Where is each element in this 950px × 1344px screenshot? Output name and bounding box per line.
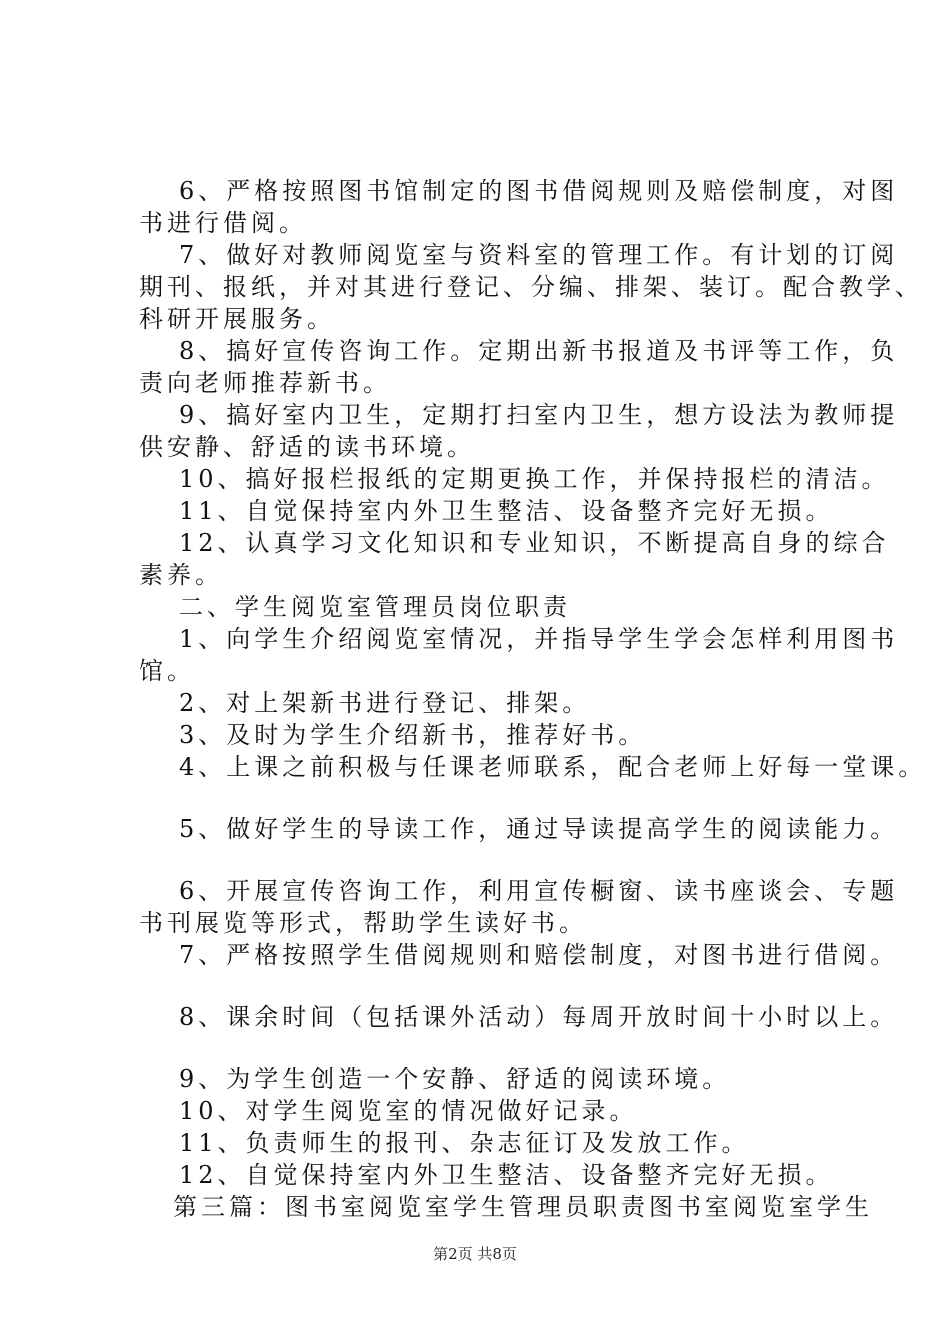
paragraph-line: 1、向学生介绍阅览室情况，并指导学生学会怎样利用图书 <box>179 625 899 653</box>
paragraph-line: 7、做好对教师阅览室与资料室的管理工作。有计划的订阅 <box>179 241 899 269</box>
paragraph-line: 期刊、报纸，并对其进行登记、分编、排架、装订。配合教学、 <box>139 273 923 301</box>
section-heading: 二、学生阅览室管理员岗位职责 <box>179 593 571 621</box>
document-body <box>139 175 927 1223</box>
paragraph-line: 5、做好学生的导读工作，通过导读提高学生的阅读能力。 <box>179 815 899 843</box>
paragraph-line: 10、对学生阅览室的情况做好记录。 <box>179 1097 638 1125</box>
paragraph-line: 6、严格按照图书馆制定的图书借阅规则及赔偿制度，对图 <box>179 177 899 205</box>
paragraph-line: 书刊展览等形式，帮助学生读好书。 <box>139 909 587 937</box>
paragraph-line: 12、认真学习文化知识和专业知识，不断提高自身的综合 <box>179 529 890 557</box>
paragraph-line: 供安静、舒适的读书环境。 <box>139 433 475 461</box>
page-number-footer: 第2页 共8页 <box>433 1245 517 1263</box>
section-heading: 第三篇：图书室阅览室学生管理员职责图书室阅览室学生 <box>173 1193 873 1221</box>
paragraph-line: 馆。 <box>139 657 195 685</box>
blank-line <box>139 1033 839 1063</box>
blank-line <box>139 783 839 813</box>
paragraph-line: 2、对上架新书进行登记、排架。 <box>179 689 591 717</box>
paragraph-line: 11、负责师生的报刊、杂志征订及发放工作。 <box>179 1129 750 1157</box>
paragraph-line: 书进行借阅。 <box>139 209 307 237</box>
paragraph-line: 4、上课之前积极与任课老师联系，配合老师上好每一堂课。 <box>179 753 927 781</box>
paragraph-line: 8、课余时间（包括课外活动）每周开放时间十小时以上。 <box>179 1003 899 1031</box>
paragraph-line: 科研开展服务。 <box>139 305 335 333</box>
paragraph-line: 9、搞好室内卫生，定期打扫室内卫生，想方设法为教师提 <box>179 401 899 429</box>
paragraph-line: 3、及时为学生介绍新书，推荐好书。 <box>179 721 647 749</box>
paragraph-line: 责向老师推荐新书。 <box>139 369 391 397</box>
paragraph-line: 11、自觉保持室内外卫生整洁、设备整齐完好无损。 <box>179 497 834 525</box>
paragraph-line: 素养。 <box>139 561 223 589</box>
paragraph-line: 9、为学生创造一个安静、舒适的阅读环境。 <box>179 1065 731 1093</box>
paragraph-line: 7、严格按照学生借阅规则和赔偿制度，对图书进行借阅。 <box>179 941 899 969</box>
blank-line <box>139 845 839 875</box>
paragraph-line: 6、开展宣传咨询工作，利用宣传橱窗、读书座谈会、专题 <box>179 877 899 905</box>
paragraph-line: 8、搞好宣传咨询工作。定期出新书报道及书评等工作，负 <box>179 337 899 365</box>
blank-line <box>139 971 839 1001</box>
paragraph-line: 10、搞好报栏报纸的定期更换工作，并保持报栏的清洁。 <box>179 465 890 493</box>
paragraph-line: 12、自觉保持室内外卫生整洁、设备整齐完好无损。 <box>179 1161 834 1189</box>
